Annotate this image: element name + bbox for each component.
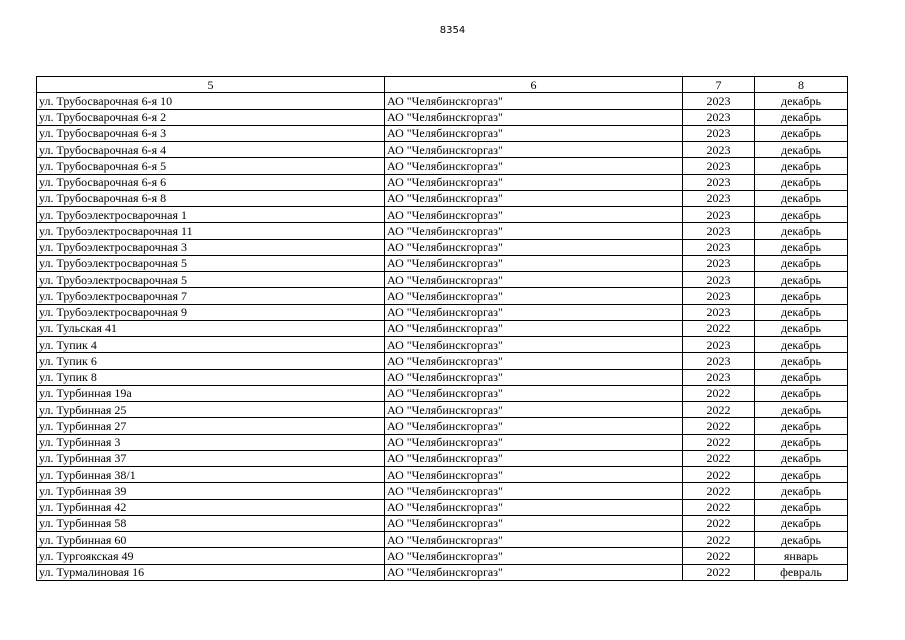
cell-address: ул. Турбинная 19а — [37, 385, 385, 401]
cell-year: 2023 — [683, 288, 755, 304]
cell-month: декабрь — [755, 385, 848, 401]
cell-year: 2023 — [683, 223, 755, 239]
table-row — [37, 337, 848, 353]
cell-address: ул. Тургоякская 49 — [37, 548, 385, 564]
table-row — [37, 190, 848, 206]
cell-organization: АО "Челябинскгоргаз" — [385, 158, 683, 174]
cell-year: 2022 — [683, 499, 755, 515]
table-row — [37, 174, 848, 190]
cell-address: ул. Трубоэлектросварочная 11 — [37, 223, 385, 239]
table-row — [37, 320, 848, 336]
header-row — [37, 77, 848, 93]
cell-year: 2022 — [683, 548, 755, 564]
cell-month: декабрь — [755, 272, 848, 288]
cell-address: ул. Трубоэлектросварочная 1 — [37, 207, 385, 223]
cell-organization: АО "Челябинскгоргаз" — [385, 499, 683, 515]
cell-address: ул. Трубоэлектросварочная 9 — [37, 304, 385, 320]
table-body — [37, 93, 848, 581]
cell-month: декабрь — [755, 174, 848, 190]
column-header-address: 5 — [37, 77, 385, 93]
cell-organization: АО "Челябинскгоргаз" — [385, 385, 683, 401]
cell-year: 2023 — [683, 93, 755, 109]
cell-organization: АО "Челябинскгоргаз" — [385, 320, 683, 336]
cell-month: декабрь — [755, 434, 848, 450]
cell-address: ул. Тупик 8 — [37, 369, 385, 385]
cell-month: январь — [755, 548, 848, 564]
table-row — [37, 450, 848, 466]
cell-organization: АО "Челябинскгоргаз" — [385, 483, 683, 499]
cell-year: 2022 — [683, 434, 755, 450]
cell-month: декабрь — [755, 369, 848, 385]
cell-month: декабрь — [755, 190, 848, 206]
cell-year: 2022 — [683, 483, 755, 499]
cell-address: ул. Трубоэлектросварочная 5 — [37, 272, 385, 288]
table-row — [37, 402, 848, 418]
cell-year: 2022 — [683, 320, 755, 336]
table-row — [37, 223, 848, 239]
cell-organization: АО "Челябинскгоргаз" — [385, 207, 683, 223]
cell-month: декабрь — [755, 483, 848, 499]
cell-month: декабрь — [755, 255, 848, 271]
cell-organization: АО "Челябинскгоргаз" — [385, 337, 683, 353]
cell-year: 2023 — [683, 255, 755, 271]
cell-address: ул. Турбинная 38/1 — [37, 467, 385, 483]
cell-organization: АО "Челябинскгоргаз" — [385, 450, 683, 466]
cell-organization: АО "Челябинскгоргаз" — [385, 288, 683, 304]
cell-year: 2023 — [683, 272, 755, 288]
cell-month: декабрь — [755, 467, 848, 483]
cell-month: декабрь — [755, 207, 848, 223]
cell-address: ул. Тульская 41 — [37, 320, 385, 336]
table-row — [37, 142, 848, 158]
table-row — [37, 288, 848, 304]
cell-address: ул. Тупик 4 — [37, 337, 385, 353]
cell-month: декабрь — [755, 93, 848, 109]
cell-month: декабрь — [755, 158, 848, 174]
table-row — [37, 548, 848, 564]
column-header-year: 7 — [683, 77, 755, 93]
table-row — [37, 207, 848, 223]
cell-year: 2023 — [683, 125, 755, 141]
cell-year: 2022 — [683, 467, 755, 483]
table-row — [37, 158, 848, 174]
cell-year: 2023 — [683, 207, 755, 223]
table-row — [37, 564, 848, 580]
table-row — [37, 304, 848, 320]
cell-month: декабрь — [755, 532, 848, 548]
table-row — [37, 499, 848, 515]
cell-year: 2023 — [683, 337, 755, 353]
table-row — [37, 109, 848, 125]
column-header-month: 8 — [755, 77, 848, 93]
cell-address: ул. Трубосварочная 6-я 6 — [37, 174, 385, 190]
cell-month: декабрь — [755, 320, 848, 336]
cell-year: 2023 — [683, 239, 755, 255]
cell-month: декабрь — [755, 450, 848, 466]
cell-organization: АО "Челябинскгоргаз" — [385, 353, 683, 369]
cell-year: 2022 — [683, 564, 755, 580]
cell-address: ул. Трубосварочная 6-я 2 — [37, 109, 385, 125]
cell-year: 2022 — [683, 532, 755, 548]
cell-year: 2023 — [683, 142, 755, 158]
cell-address: ул. Трубосварочная 6-я 4 — [37, 142, 385, 158]
cell-year: 2023 — [683, 190, 755, 206]
table-row — [37, 515, 848, 531]
table-row — [37, 467, 848, 483]
cell-address: ул. Турмалиновая 16 — [37, 564, 385, 580]
cell-year: 2022 — [683, 385, 755, 401]
cell-address: ул. Турбинная 58 — [37, 515, 385, 531]
cell-month: декабрь — [755, 499, 848, 515]
table-row — [37, 93, 848, 109]
cell-month: декабрь — [755, 418, 848, 434]
table-row — [37, 255, 848, 271]
cell-month: декабрь — [755, 223, 848, 239]
cell-organization: АО "Челябинскгоргаз" — [385, 125, 683, 141]
cell-month: декабрь — [755, 142, 848, 158]
cell-organization: АО "Челябинскгоргаз" — [385, 434, 683, 450]
cell-month: декабрь — [755, 109, 848, 125]
cell-month: декабрь — [755, 288, 848, 304]
cell-organization: АО "Челябинскгоргаз" — [385, 190, 683, 206]
cell-organization: АО "Челябинскгоргаз" — [385, 402, 683, 418]
cell-organization: АО "Челябинскгоргаз" — [385, 109, 683, 125]
table-row — [37, 369, 848, 385]
cell-year: 2023 — [683, 109, 755, 125]
cell-month: февраль — [755, 564, 848, 580]
cell-address: ул. Турбинная 42 — [37, 499, 385, 515]
cell-month: декабрь — [755, 239, 848, 255]
cell-address: ул. Трубоэлектросварочная 5 — [37, 255, 385, 271]
cell-year: 2023 — [683, 158, 755, 174]
cell-month: декабрь — [755, 402, 848, 418]
table-row — [37, 125, 848, 141]
cell-address: ул. Трубоэлектросварочная 3 — [37, 239, 385, 255]
cell-organization: АО "Челябинскгоргаз" — [385, 93, 683, 109]
cell-year: 2022 — [683, 402, 755, 418]
cell-address: ул. Турбинная 27 — [37, 418, 385, 434]
cell-organization: АО "Челябинскгоргаз" — [385, 223, 683, 239]
cell-month: декабрь — [755, 353, 848, 369]
cell-month: декабрь — [755, 125, 848, 141]
table-row — [37, 353, 848, 369]
schedule-table — [36, 76, 848, 581]
cell-organization: АО "Челябинскгоргаз" — [385, 418, 683, 434]
cell-address: ул. Трубосварочная 6-я 10 — [37, 93, 385, 109]
column-header-organization: 6 — [385, 77, 683, 93]
cell-organization: АО "Челябинскгоргаз" — [385, 515, 683, 531]
cell-organization: АО "Челябинскгоргаз" — [385, 255, 683, 271]
cell-organization: АО "Челябинскгоргаз" — [385, 564, 683, 580]
cell-address: ул. Турбинная 60 — [37, 532, 385, 548]
cell-organization: АО "Челябинскгоргаз" — [385, 532, 683, 548]
cell-address: ул. Трубосварочная 6-я 8 — [37, 190, 385, 206]
cell-organization: АО "Челябинскгоргаз" — [385, 272, 683, 288]
cell-address: ул. Трубосварочная 6-я 5 — [37, 158, 385, 174]
cell-organization: АО "Челябинскгоргаз" — [385, 142, 683, 158]
cell-month: декабрь — [755, 304, 848, 320]
cell-address: ул. Трубоэлектросварочная 7 — [37, 288, 385, 304]
table-row — [37, 272, 848, 288]
cell-year: 2022 — [683, 418, 755, 434]
table-row — [37, 532, 848, 548]
table-row — [37, 239, 848, 255]
cell-year: 2022 — [683, 515, 755, 531]
cell-organization: АО "Челябинскгоргаз" — [385, 304, 683, 320]
cell-year: 2023 — [683, 304, 755, 320]
cell-organization: АО "Челябинскгоргаз" — [385, 369, 683, 385]
table-row — [37, 434, 848, 450]
cell-address: ул. Трубосварочная 6-я 3 — [37, 125, 385, 141]
cell-address: ул. Турбинная 3 — [37, 434, 385, 450]
page-number: 8354 — [439, 25, 466, 36]
table-row — [37, 418, 848, 434]
cell-address: ул. Турбинная 25 — [37, 402, 385, 418]
cell-organization: АО "Челябинскгоргаз" — [385, 548, 683, 564]
cell-address: ул. Турбинная 39 — [37, 483, 385, 499]
cell-year: 2023 — [683, 353, 755, 369]
cell-year: 2023 — [683, 369, 755, 385]
cell-organization: АО "Челябинскгоргаз" — [385, 467, 683, 483]
cell-year: 2022 — [683, 450, 755, 466]
cell-organization: АО "Челябинскгоргаз" — [385, 174, 683, 190]
table-row — [37, 385, 848, 401]
table-row — [37, 483, 848, 499]
cell-organization: АО "Челябинскгоргаз" — [385, 239, 683, 255]
cell-month: декабрь — [755, 337, 848, 353]
cell-address: ул. Тупик 6 — [37, 353, 385, 369]
cell-month: декабрь — [755, 515, 848, 531]
cell-address: ул. Турбинная 37 — [37, 450, 385, 466]
cell-year: 2023 — [683, 174, 755, 190]
